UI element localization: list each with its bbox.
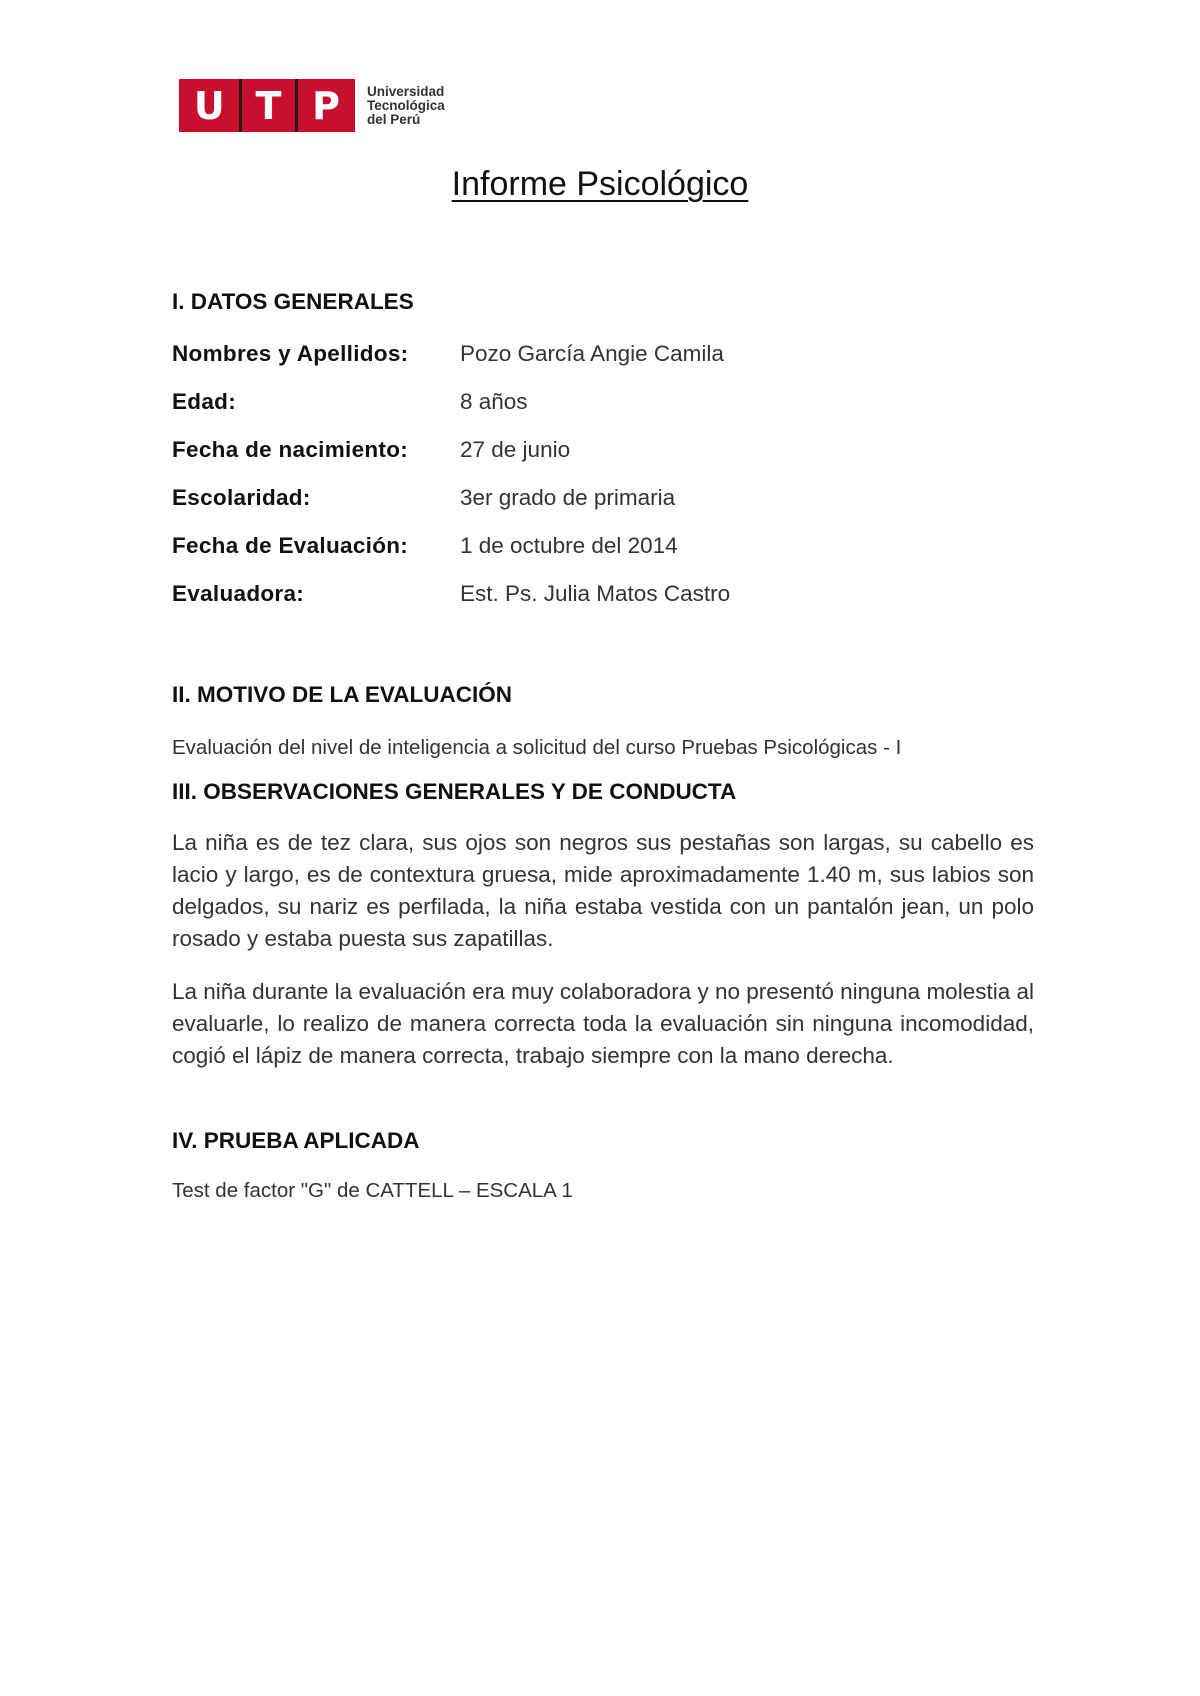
datos-row <box>172 341 724 367</box>
datos-value: 8 años <box>460 389 528 414</box>
section-heading-datos-generales: I. DATOS GENERALES <box>172 289 414 314</box>
logo-text-line: Universidad <box>367 83 445 99</box>
prueba-text: Test de factor "G" de CATTELL – ESCALA 1 <box>172 1179 573 1202</box>
section-heading-prueba: IV. PRUEBA APLICADA <box>172 1128 420 1153</box>
datos-row <box>172 533 678 559</box>
observaciones-paragraph: La niña durante la evaluación era muy colaboradora y no presentó ninguna molestia al evaluarle, lo realizo de manera correcta toda la evaluación sin ninguna incomodidad, cogió el lápiz de manera correcta, trabajo siempre con la mano derecha. <box>172 979 1034 1068</box>
document-title: Informe Psicológico <box>451 165 749 203</box>
logo-text-line: del Perú <box>367 111 421 127</box>
motivo-text: Evaluación del nivel de inteligencia a solicitud del curso Pruebas Psicológicas - I <box>172 736 902 759</box>
logo-text-line: Tecnológica <box>367 97 445 113</box>
logo-separator <box>295 79 298 132</box>
datos-value: 1 de octubre del 2014 <box>460 533 678 558</box>
datos-row <box>172 437 570 463</box>
datos-label: Fecha de Evaluación: <box>172 533 409 558</box>
datos-value: Pozo García Angie Camila <box>460 341 724 366</box>
datos-label: Escolaridad: <box>172 485 311 510</box>
logo-letter-t: T <box>255 83 282 128</box>
datos-row <box>172 485 675 511</box>
logo-mark <box>179 79 355 132</box>
datos-value: 27 de junio <box>460 437 571 462</box>
section-heading-observaciones: III. OBSERVACIONES GENERALES Y DE CONDUCTA <box>172 779 737 804</box>
logo-wordmark <box>367 85 445 127</box>
datos-label: Fecha de nacimiento: <box>172 437 409 462</box>
section-heading-motivo: II. MOTIVO DE LA EVALUACIÓN <box>172 682 513 707</box>
datos-value: 3er grado de primaria <box>460 485 676 510</box>
datos-label: Evaluadora: <box>172 581 305 606</box>
logo-separator <box>239 79 242 132</box>
observaciones-paragraph: La niña es de tez clara, sus ojos son negros sus pestañas son largas, su cabello es lacio y largo, es de contextura gruesa, mide aproximadamente 1.40 m, sus labios son delgados, su nariz es perfilada, la niña estaba vestida con un pantalón jean, un polo rosado y estaba puesta sus zapatillas. <box>172 830 1034 951</box>
datos-label: Nombres y Apellidos: <box>172 341 409 366</box>
logo-letter-u: U <box>193 83 225 128</box>
datos-row <box>172 389 528 415</box>
logo-letter-p: P <box>312 83 340 128</box>
utp-logo <box>179 79 445 132</box>
datos-label: Edad: <box>172 389 237 414</box>
datos-value: Est. Ps. Julia Matos Castro <box>460 581 731 606</box>
datos-row <box>172 581 730 607</box>
